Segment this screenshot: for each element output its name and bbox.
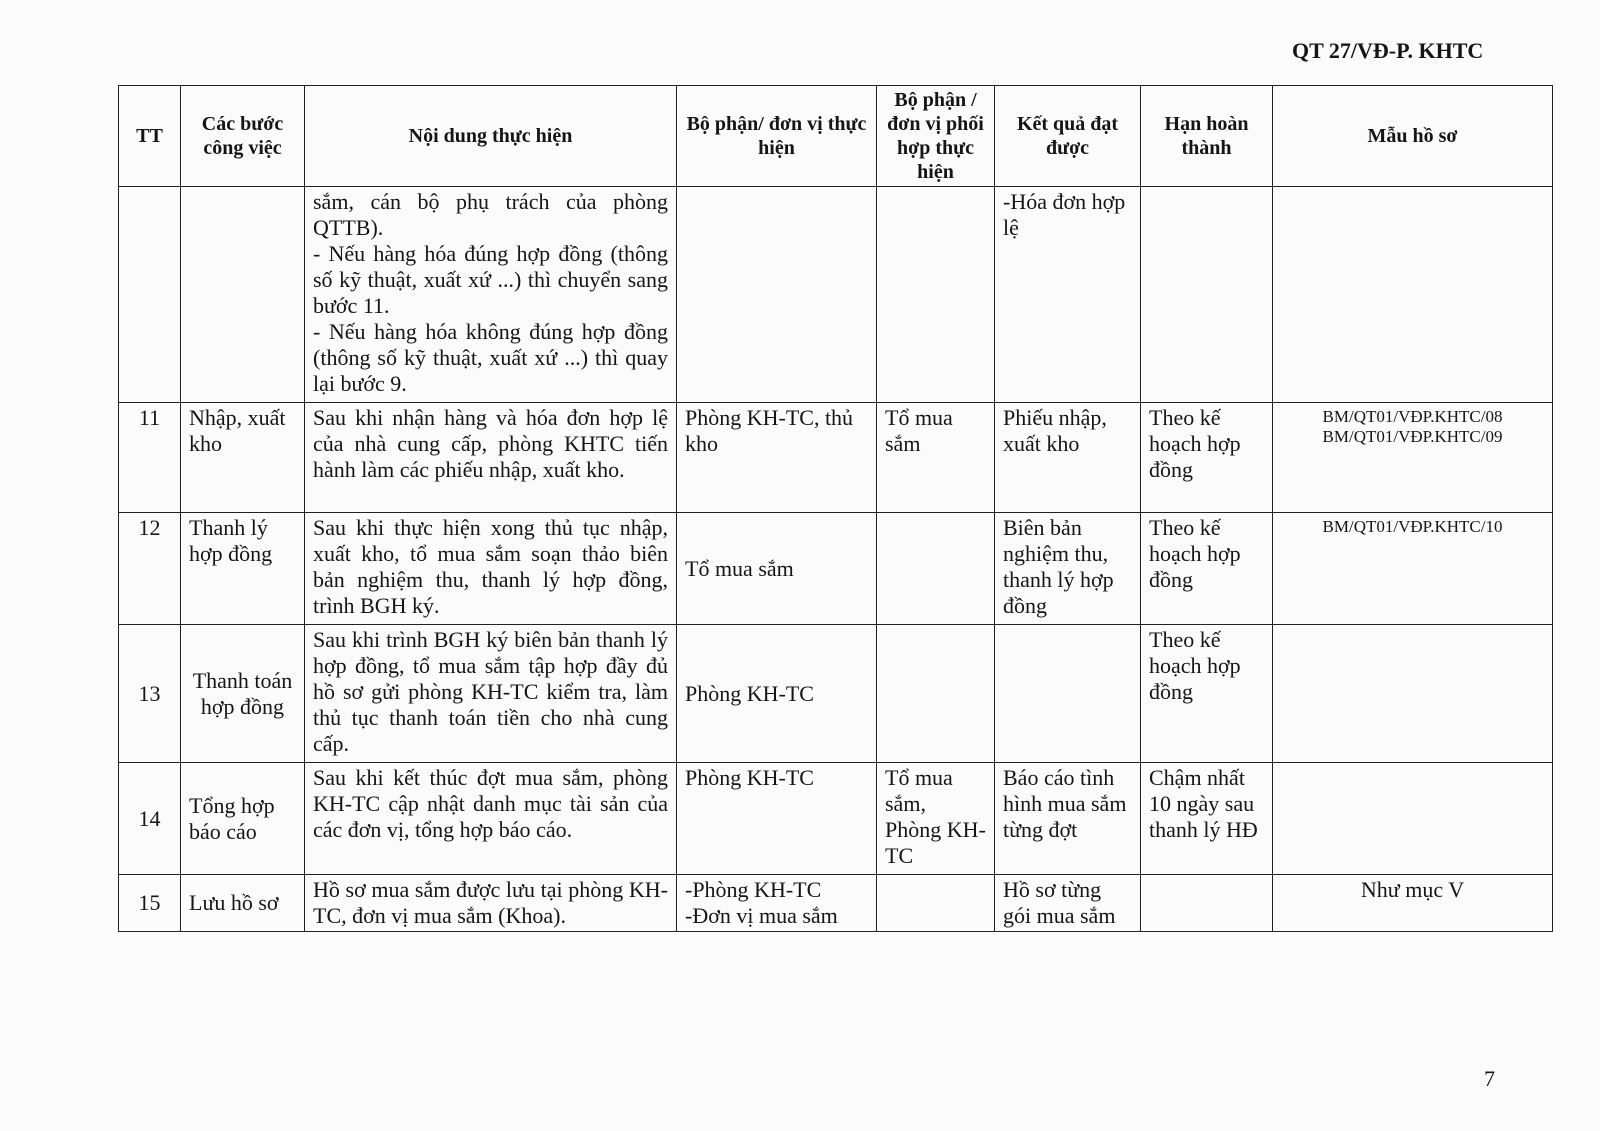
- cell-deadline: Theo kế hoạch hợp đồng: [1141, 513, 1273, 625]
- table-row: [119, 513, 1553, 625]
- table-row: [119, 763, 1553, 875]
- cell-tt: 15: [119, 875, 181, 932]
- header-dept: Bộ phận/ đơn vị thực hiện: [677, 86, 877, 187]
- cell-content: Hồ sơ mua sắm được lưu tại phòng KH-TC, đơn vị mua sắm (Khoa).: [305, 875, 677, 932]
- cell-forms: BM/QT01/VĐP.KHTC/08 BM/QT01/VĐP.KHTC/09: [1273, 403, 1553, 513]
- cell-tt: 11: [119, 403, 181, 513]
- cell-result: -Hóa đơn hợp lệ: [995, 187, 1141, 403]
- cell-tt: 14: [119, 763, 181, 875]
- document-code: QT 27/VĐ-P. KHTC: [1292, 38, 1484, 63]
- table-header-row: [119, 86, 1553, 187]
- header-result: Kết quả đạt được: [995, 86, 1141, 187]
- cell-forms: [1273, 187, 1553, 403]
- cell-result: [995, 625, 1141, 763]
- cell-content: Sau khi kết thúc đợt mua sắm, phòng KH-TC cập nhật danh mục tài sản của các đơn vị, tổng hợp báo cáo.: [305, 763, 677, 875]
- cell-coop: [877, 875, 995, 932]
- procedure-table: [118, 85, 1553, 932]
- table-row: [119, 403, 1553, 513]
- cell-deadline: [1141, 875, 1273, 932]
- table-row: [119, 625, 1553, 763]
- cell-dept: Phòng KH-TC, thủ kho: [677, 403, 877, 513]
- cell-dept: Tổ mua sắm: [677, 513, 877, 625]
- page-number: 7: [1484, 1066, 1495, 1091]
- table-row: [119, 187, 1553, 403]
- cell-tt: 12: [119, 513, 181, 625]
- cell-deadline: Chậm nhất 10 ngày sau thanh lý HĐ: [1141, 763, 1273, 875]
- cell-content: Sau khi trình BGH ký biên bản thanh lý hợp đồng, tổ mua sắm tập hợp đầy đủ hồ sơ gửi phòng KH-TC kiểm tra, làm thủ tục thanh toán tiền cho nhà cung cấp.: [305, 625, 677, 763]
- cell-coop: [877, 187, 995, 403]
- cell-forms: BM/QT01/VĐP.KHTC/10: [1273, 513, 1553, 625]
- header-forms: Mẫu hồ sơ: [1273, 86, 1553, 187]
- cell-forms: Như mục V: [1273, 875, 1553, 932]
- cell-result: Hồ sơ từng gói mua sắm: [995, 875, 1141, 932]
- cell-forms: [1273, 625, 1553, 763]
- header-steps: Các bước công việc: [181, 86, 305, 187]
- cell-dept: Phòng KH-TC: [677, 625, 877, 763]
- cell-tt: [119, 187, 181, 403]
- cell-content: [305, 187, 677, 403]
- cell-deadline: [1141, 187, 1273, 403]
- cell-result: Báo cáo tình hình mua sắm từng đợt: [995, 763, 1141, 875]
- header-content: Nội dung thực hiện: [305, 86, 677, 187]
- cell-coop: Tổ mua sắm: [877, 403, 995, 513]
- cell-result: Phiếu nhập, xuất kho: [995, 403, 1141, 513]
- cell-step: Tổng hợp báo cáo: [181, 763, 305, 875]
- cell-step: Thanh lý hợp đồng: [181, 513, 305, 625]
- cell-step: Thanh toán hợp đồng: [181, 625, 305, 763]
- cell-content-text: sắm, cán bộ phụ trách của phòng QTTB). - Nếu hàng hóa đúng hợp đồng (thông số kỹ thuật, xuất xứ ...) thì chuyển sang bước 11. - Nếu hàng hóa không đúng hợp đồng (thông số kỹ thuật, xuất xứ ...) thì quay lại bước 9.: [313, 189, 668, 396]
- cell-coop: Tổ mua sắm, Phòng KH-TC: [877, 763, 995, 875]
- cell-result: Biên bản nghiệm thu, thanh lý hợp đồng: [995, 513, 1141, 625]
- cell-step: Nhập, xuất kho: [181, 403, 305, 513]
- cell-content: Sau khi thực hiện xong thủ tục nhập, xuất kho, tổ mua sắm soạn thảo biên bản nghiệm thu, thanh lý hợp đồng, trình BGH ký.: [305, 513, 677, 625]
- cell-dept: -Phòng KH-TC -Đơn vị mua sắm: [677, 875, 877, 932]
- header-tt: TT: [119, 86, 181, 187]
- cell-tt: 13: [119, 625, 181, 763]
- cell-forms: [1273, 763, 1553, 875]
- header-coop: Bộ phận / đơn vị phối hợp thực hiện: [877, 86, 995, 187]
- cell-dept: Phòng KH-TC: [677, 763, 877, 875]
- cell-coop: [877, 513, 995, 625]
- cell-step: [181, 187, 305, 403]
- cell-deadline: Theo kế hoạch hợp đồng: [1141, 625, 1273, 763]
- table-row: [119, 875, 1553, 932]
- cell-dept: [677, 187, 877, 403]
- header-deadline: Hạn hoàn thành: [1141, 86, 1273, 187]
- cell-step: Lưu hồ sơ: [181, 875, 305, 932]
- cell-deadline: Theo kế hoạch hợp đồng: [1141, 403, 1273, 513]
- cell-content: Sau khi nhận hàng và hóa đơn hợp lệ của nhà cung cấp, phòng KHTC tiến hành làm các phiếu nhập, xuất kho.: [305, 403, 677, 513]
- cell-coop: [877, 625, 995, 763]
